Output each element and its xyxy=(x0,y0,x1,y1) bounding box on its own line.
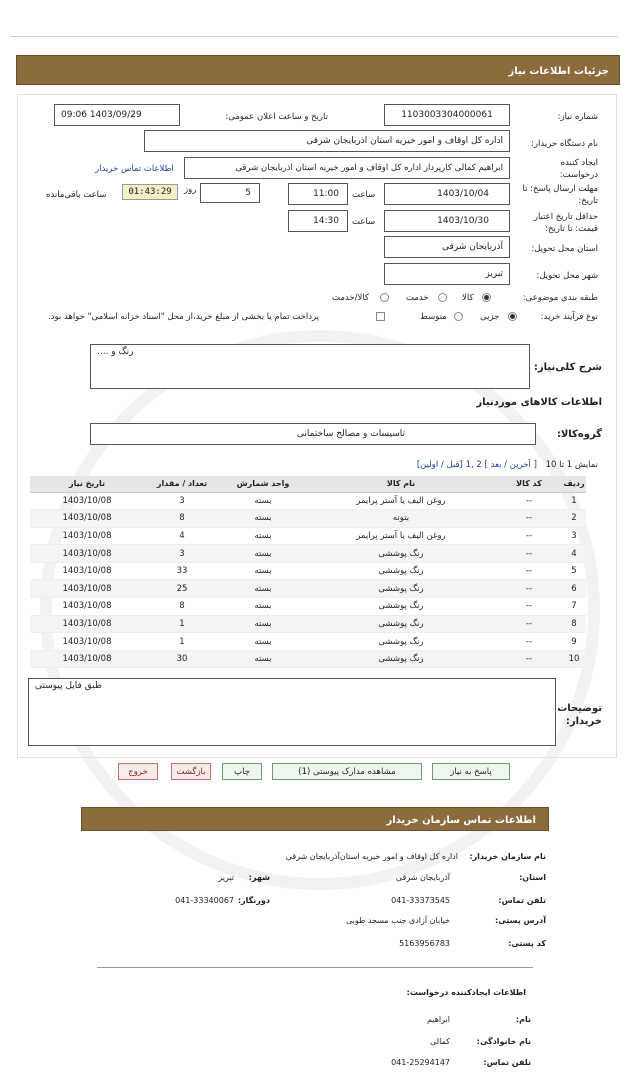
cell-code: -- xyxy=(496,650,562,668)
contact-org-label: نام سازمان خریدار: xyxy=(469,852,546,861)
cell-code: -- xyxy=(496,615,562,633)
cell-name: روغن الیف یا آستر پرایمر xyxy=(306,527,496,545)
col-row: ردیف xyxy=(562,476,586,492)
remaining-label: ساعت باقی‌مانده xyxy=(46,190,107,200)
table-row[interactable] xyxy=(30,633,586,651)
cell-code: -- xyxy=(496,598,562,616)
cell-code: -- xyxy=(496,633,562,651)
cell-name: رنگ پوششی xyxy=(306,633,496,651)
cell-row: 8 xyxy=(562,615,586,633)
creator-field[interactable]: ابراهیم کمالی کارپرداز اداره کل اوقاف و امور خیریه استان اذربایجان شرقی xyxy=(184,157,510,179)
contact-city-label: شهر: xyxy=(248,873,270,882)
cell-row: 3 xyxy=(562,527,586,545)
cell-date: 1403/10/08 xyxy=(30,650,144,668)
cell-qty: 3 xyxy=(144,492,220,510)
pagination-prefix: نمایش 1 تا 10 xyxy=(545,460,598,470)
deadline-time-field[interactable]: 11:00 xyxy=(288,183,348,205)
category-label: طبقه بندی موضوعی: xyxy=(522,293,598,303)
pagination xyxy=(417,460,598,470)
page-title-bar xyxy=(16,55,620,85)
cell-code: -- xyxy=(496,562,562,580)
validity-time-label: ساعت xyxy=(352,217,376,227)
validity-time-field[interactable]: 14:30 xyxy=(288,210,348,232)
purchase-type-label: نوع فرآیند خرید: xyxy=(540,312,598,322)
description-text: رنگ و .... xyxy=(97,347,134,357)
cell-qty: 25 xyxy=(144,580,220,598)
group-label: گروه‌کالا: xyxy=(556,429,602,440)
contact-phone-label: تلفن تماس: xyxy=(498,896,546,905)
buyer-org-label: نام دستگاه خریدار: xyxy=(531,139,598,149)
category-service-radio[interactable] xyxy=(438,293,447,302)
cell-date: 1403/10/08 xyxy=(30,545,144,563)
purchase-medium-radio[interactable] xyxy=(454,312,463,321)
table-row[interactable] xyxy=(30,510,586,528)
validity-label: حداقل تاریخ اعتبار قیمت: تا تاریخ: xyxy=(533,212,598,234)
table-row[interactable] xyxy=(30,527,586,545)
table-row[interactable] xyxy=(30,580,586,598)
cell-unit: بسته xyxy=(220,598,306,616)
cell-name: رنگ پوششی xyxy=(306,545,496,563)
top-divider xyxy=(10,36,618,37)
cell-unit: بسته xyxy=(220,510,306,528)
contact-city-value: تبریز xyxy=(218,873,234,882)
table-row[interactable] xyxy=(30,562,586,580)
col-name: نام کالا xyxy=(306,476,496,492)
description-field[interactable] xyxy=(90,344,530,389)
category-both-label: کالا/خدمت xyxy=(332,293,369,303)
cell-row: 6 xyxy=(562,580,586,598)
countdown-timer: 01:43:29 xyxy=(122,184,178,200)
cell-row: 2 xyxy=(562,510,586,528)
cell-row: 10 xyxy=(562,650,586,668)
table-row[interactable] xyxy=(30,615,586,633)
table-row[interactable] xyxy=(30,598,586,616)
table-row[interactable] xyxy=(30,492,586,510)
province-label: استان محل تحویل: xyxy=(531,244,598,254)
cell-qty: 1 xyxy=(144,633,220,651)
deadline-time-label: ساعت xyxy=(352,190,376,200)
days-label: روز xyxy=(184,185,197,195)
buyer-notes-label: توضیحات خریدار: xyxy=(557,703,602,727)
category-goods-radio[interactable] xyxy=(482,293,491,302)
cell-code: -- xyxy=(496,580,562,598)
cell-code: -- xyxy=(496,510,562,528)
table-row[interactable] xyxy=(30,545,586,563)
cell-date: 1403/10/08 xyxy=(30,527,144,545)
need-number-field[interactable]: 1103003304000061 xyxy=(384,104,510,126)
days-field: 5 xyxy=(200,183,260,203)
creator-family-label: نام خانوادگی: xyxy=(476,1037,531,1046)
page-title: جزئیات اطلاعات نیاز xyxy=(508,66,609,77)
category-goods-label: کالا xyxy=(462,293,474,303)
contact-title-bar xyxy=(81,807,549,831)
creator-label: ایجاد کننده درخواست: xyxy=(559,158,598,180)
table-row[interactable] xyxy=(30,650,586,668)
treasury-checkbox[interactable] xyxy=(376,312,385,321)
cell-name: رنگ پوششی xyxy=(306,598,496,616)
contact-province-value: آذربایجان شرقی xyxy=(395,873,450,882)
cell-unit: بسته xyxy=(220,562,306,580)
col-code: کد کالا xyxy=(496,476,562,492)
validity-date-field[interactable]: 1403/10/30 xyxy=(384,210,510,232)
purchase-minor-label: جزیی xyxy=(480,312,500,322)
deadline-label: مهلت ارسال پاسخ: تا تاریخ: xyxy=(522,184,598,206)
buyer-notes-field[interactable] xyxy=(28,678,556,746)
cell-qty: 30 xyxy=(144,650,220,668)
contact-address-value: خیابان آزادی جنب مسجد طوبی xyxy=(345,916,450,925)
province-field[interactable]: آذربایجان شرقی xyxy=(384,236,510,258)
creator-info-title: اطلاعات ایجادکننده درخواست: xyxy=(406,988,526,997)
contact-fax-value: 041-33340067 xyxy=(175,896,234,905)
cell-unit: بسته xyxy=(220,527,306,545)
contact-postal-value: 5163956783 xyxy=(399,939,450,948)
cell-unit: بسته xyxy=(220,633,306,651)
col-unit: واحد شمارش xyxy=(220,476,306,492)
contact-phone-value: 041-33373545 xyxy=(391,896,450,905)
creator-phone-value: 041-25294147 xyxy=(391,1058,450,1067)
announce-field[interactable]: 1403/09/29 09:06 xyxy=(54,104,180,126)
purchase-minor-radio[interactable] xyxy=(508,312,517,321)
creator-name-label: نام: xyxy=(515,1015,531,1024)
cell-unit: بسته xyxy=(220,580,306,598)
category-service-label: خدمت xyxy=(406,293,429,303)
contact-address-label: آدرس پستی: xyxy=(495,916,546,925)
cell-date: 1403/10/08 xyxy=(30,492,144,510)
deadline-date-field[interactable]: 1403/10/04 xyxy=(384,183,510,205)
contact-org-value: اداره کل اوقاف و امور خیریه استان‌آذربایجان شرقی xyxy=(285,852,458,861)
cell-qty: 3 xyxy=(144,545,220,563)
creator-name-value: ابراهیم xyxy=(426,1015,450,1024)
items-table-wrapper xyxy=(30,476,586,668)
creator-family-value: کمالی xyxy=(430,1037,450,1046)
group-field[interactable]: تاسیسات و مصالح ساختمانی xyxy=(90,423,536,445)
cell-name: رنگ پوششی xyxy=(306,650,496,668)
cell-row: 5 xyxy=(562,562,586,580)
cell-unit: بسته xyxy=(220,615,306,633)
cell-unit: بسته xyxy=(220,492,306,510)
buyer-org-field[interactable]: اداره کل اوقاف و امور خیریه استان اذربایجان شرقی xyxy=(144,130,510,152)
cell-code: -- xyxy=(496,492,562,510)
need-number-label: شماره نیاز: xyxy=(557,112,598,122)
cell-name: رنگ پوششی xyxy=(306,562,496,580)
contact-province-label: استان: xyxy=(519,873,546,882)
cell-qty: 33 xyxy=(144,562,220,580)
cell-row: 4 xyxy=(562,545,586,563)
cell-date: 1403/10/08 xyxy=(30,562,144,580)
print-button[interactable]: چاپ xyxy=(222,763,262,780)
cell-name: رنگ پوششی xyxy=(306,615,496,633)
cell-date: 1403/10/08 xyxy=(30,510,144,528)
cell-qty: 1 xyxy=(144,615,220,633)
cell-row: 7 xyxy=(562,598,586,616)
cell-name: رنگ پوششی xyxy=(306,580,496,598)
cell-qty: 8 xyxy=(144,598,220,616)
cell-date: 1403/10/08 xyxy=(30,615,144,633)
cell-date: 1403/10/08 xyxy=(30,580,144,598)
goods-info-title: اطلاعات کالاهای موردنیاز xyxy=(476,397,602,408)
cell-name: بتونه xyxy=(306,510,496,528)
col-date: تاریخ نیاز xyxy=(30,476,144,492)
exit-button[interactable]: خروج xyxy=(118,763,158,780)
contact-divider xyxy=(97,967,533,968)
city-field[interactable]: تبریز xyxy=(384,263,510,285)
treasury-note: پرداخت تمام یا بخشی از مبلغ خرید،از محل "اسناد خزانه اسلامی" خواهد بود. xyxy=(48,312,320,322)
items-table xyxy=(30,476,586,668)
attachments-button[interactable]: مشاهده مدارک پیوستی (1) xyxy=(272,763,422,780)
contact-fax-label: دورنگار: xyxy=(237,896,270,905)
creator-phone-label: تلفن تماس: xyxy=(483,1058,531,1067)
buyer-contact-link[interactable]: اطلاعات تماس خریدار xyxy=(95,164,174,174)
cell-unit: بسته xyxy=(220,545,306,563)
purchase-medium-label: متوسط xyxy=(420,312,447,322)
cell-name: روغن الیف یا آستر پرایمر xyxy=(306,492,496,510)
contact-postal-label: کد پستی: xyxy=(508,939,546,948)
cell-date: 1403/10/08 xyxy=(30,633,144,651)
cell-row: 1 xyxy=(562,492,586,510)
buyer-notes-text: طبق فایل پیوستی xyxy=(35,681,103,691)
city-label: شهر محل تحویل: xyxy=(536,271,598,281)
pagination-links[interactable]: [ آخرین / بعد ] 2 ,1 [قبل / اولین] xyxy=(416,460,537,470)
announce-label: تاریخ و ساعت اعلان عمومی: xyxy=(225,112,328,122)
cell-qty: 8 xyxy=(144,510,220,528)
cell-unit: بسته xyxy=(220,650,306,668)
cell-row: 9 xyxy=(562,633,586,651)
cell-code: -- xyxy=(496,527,562,545)
reply-button[interactable]: پاسخ به نیاز xyxy=(432,763,510,780)
contact-title: اطلاعات تماس سازمان خریدار xyxy=(386,815,536,826)
category-both-radio[interactable] xyxy=(380,293,389,302)
cell-qty: 4 xyxy=(144,527,220,545)
back-button[interactable]: بازگشت xyxy=(171,763,211,780)
cell-code: -- xyxy=(496,545,562,563)
description-label: شرح کلی‌نیاز: xyxy=(533,362,602,373)
col-qty: تعداد / مقدار xyxy=(144,476,220,492)
items-table-header xyxy=(30,476,586,492)
cell-date: 1403/10/08 xyxy=(30,598,144,616)
